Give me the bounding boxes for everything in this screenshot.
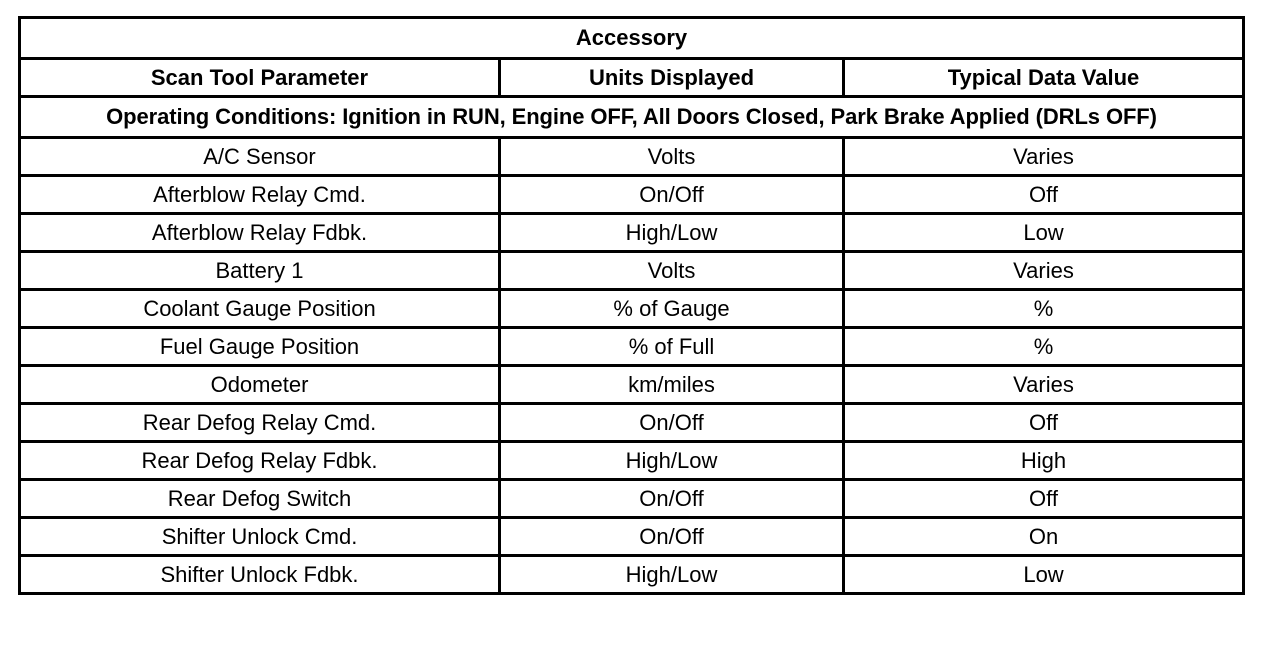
table-body xyxy=(20,138,1244,594)
typical-value-cell: Low xyxy=(844,214,1244,252)
parameter-cell: Fuel Gauge Position xyxy=(20,328,500,366)
parameter-cell: Afterblow Relay Cmd. xyxy=(20,176,500,214)
parameter-cell: Odometer xyxy=(20,366,500,404)
typical-value-cell: Varies xyxy=(844,138,1244,176)
column-header-row xyxy=(20,59,1244,97)
typical-value-cell: High xyxy=(844,442,1244,480)
units-cell: On/Off xyxy=(500,176,844,214)
typical-value-cell: On xyxy=(844,518,1244,556)
table-row xyxy=(20,290,1244,328)
table-row xyxy=(20,480,1244,518)
column-header-parameter: Scan Tool Parameter xyxy=(20,59,500,97)
table-row xyxy=(20,328,1244,366)
parameter-cell: Shifter Unlock Cmd. xyxy=(20,518,500,556)
table-title-row xyxy=(20,18,1244,59)
units-cell: Volts xyxy=(500,138,844,176)
table-row xyxy=(20,556,1244,594)
typical-value-cell: Off xyxy=(844,480,1244,518)
units-cell: High/Low xyxy=(500,214,844,252)
table-title: Accessory xyxy=(20,18,1244,59)
parameter-cell: Rear Defog Switch xyxy=(20,480,500,518)
parameter-cell: Battery 1 xyxy=(20,252,500,290)
units-cell: % of Gauge xyxy=(500,290,844,328)
typical-value-cell: Off xyxy=(844,404,1244,442)
parameter-cell: Shifter Unlock Fdbk. xyxy=(20,556,500,594)
units-cell: On/Off xyxy=(500,480,844,518)
table-row xyxy=(20,442,1244,480)
typical-value-cell: % xyxy=(844,290,1244,328)
table-row xyxy=(20,518,1244,556)
parameter-cell: Coolant Gauge Position xyxy=(20,290,500,328)
parameter-cell: A/C Sensor xyxy=(20,138,500,176)
accessory-data-table xyxy=(18,16,1245,595)
units-cell: % of Full xyxy=(500,328,844,366)
parameter-cell: Afterblow Relay Fdbk. xyxy=(20,214,500,252)
units-cell: High/Low xyxy=(500,556,844,594)
column-header-typical-value: Typical Data Value xyxy=(844,59,1244,97)
table-row xyxy=(20,366,1244,404)
column-header-units: Units Displayed xyxy=(500,59,844,97)
units-cell: On/Off xyxy=(500,518,844,556)
typical-value-cell: Varies xyxy=(844,366,1244,404)
typical-value-cell: % xyxy=(844,328,1244,366)
table-row xyxy=(20,404,1244,442)
table-row xyxy=(20,252,1244,290)
units-cell: On/Off xyxy=(500,404,844,442)
parameter-cell: Rear Defog Relay Cmd. xyxy=(20,404,500,442)
operating-conditions-row xyxy=(20,97,1244,138)
table-row xyxy=(20,176,1244,214)
units-cell: Volts xyxy=(500,252,844,290)
typical-value-cell: Varies xyxy=(844,252,1244,290)
typical-value-cell: Low xyxy=(844,556,1244,594)
units-cell: km/miles xyxy=(500,366,844,404)
table-row xyxy=(20,138,1244,176)
table-row xyxy=(20,214,1244,252)
units-cell: High/Low xyxy=(500,442,844,480)
parameter-cell: Rear Defog Relay Fdbk. xyxy=(20,442,500,480)
operating-conditions: Operating Conditions: Ignition in RUN, Engine OFF, All Doors Closed, Park Brake Applied (DRLs OFF) xyxy=(20,97,1244,138)
typical-value-cell: Off xyxy=(844,176,1244,214)
